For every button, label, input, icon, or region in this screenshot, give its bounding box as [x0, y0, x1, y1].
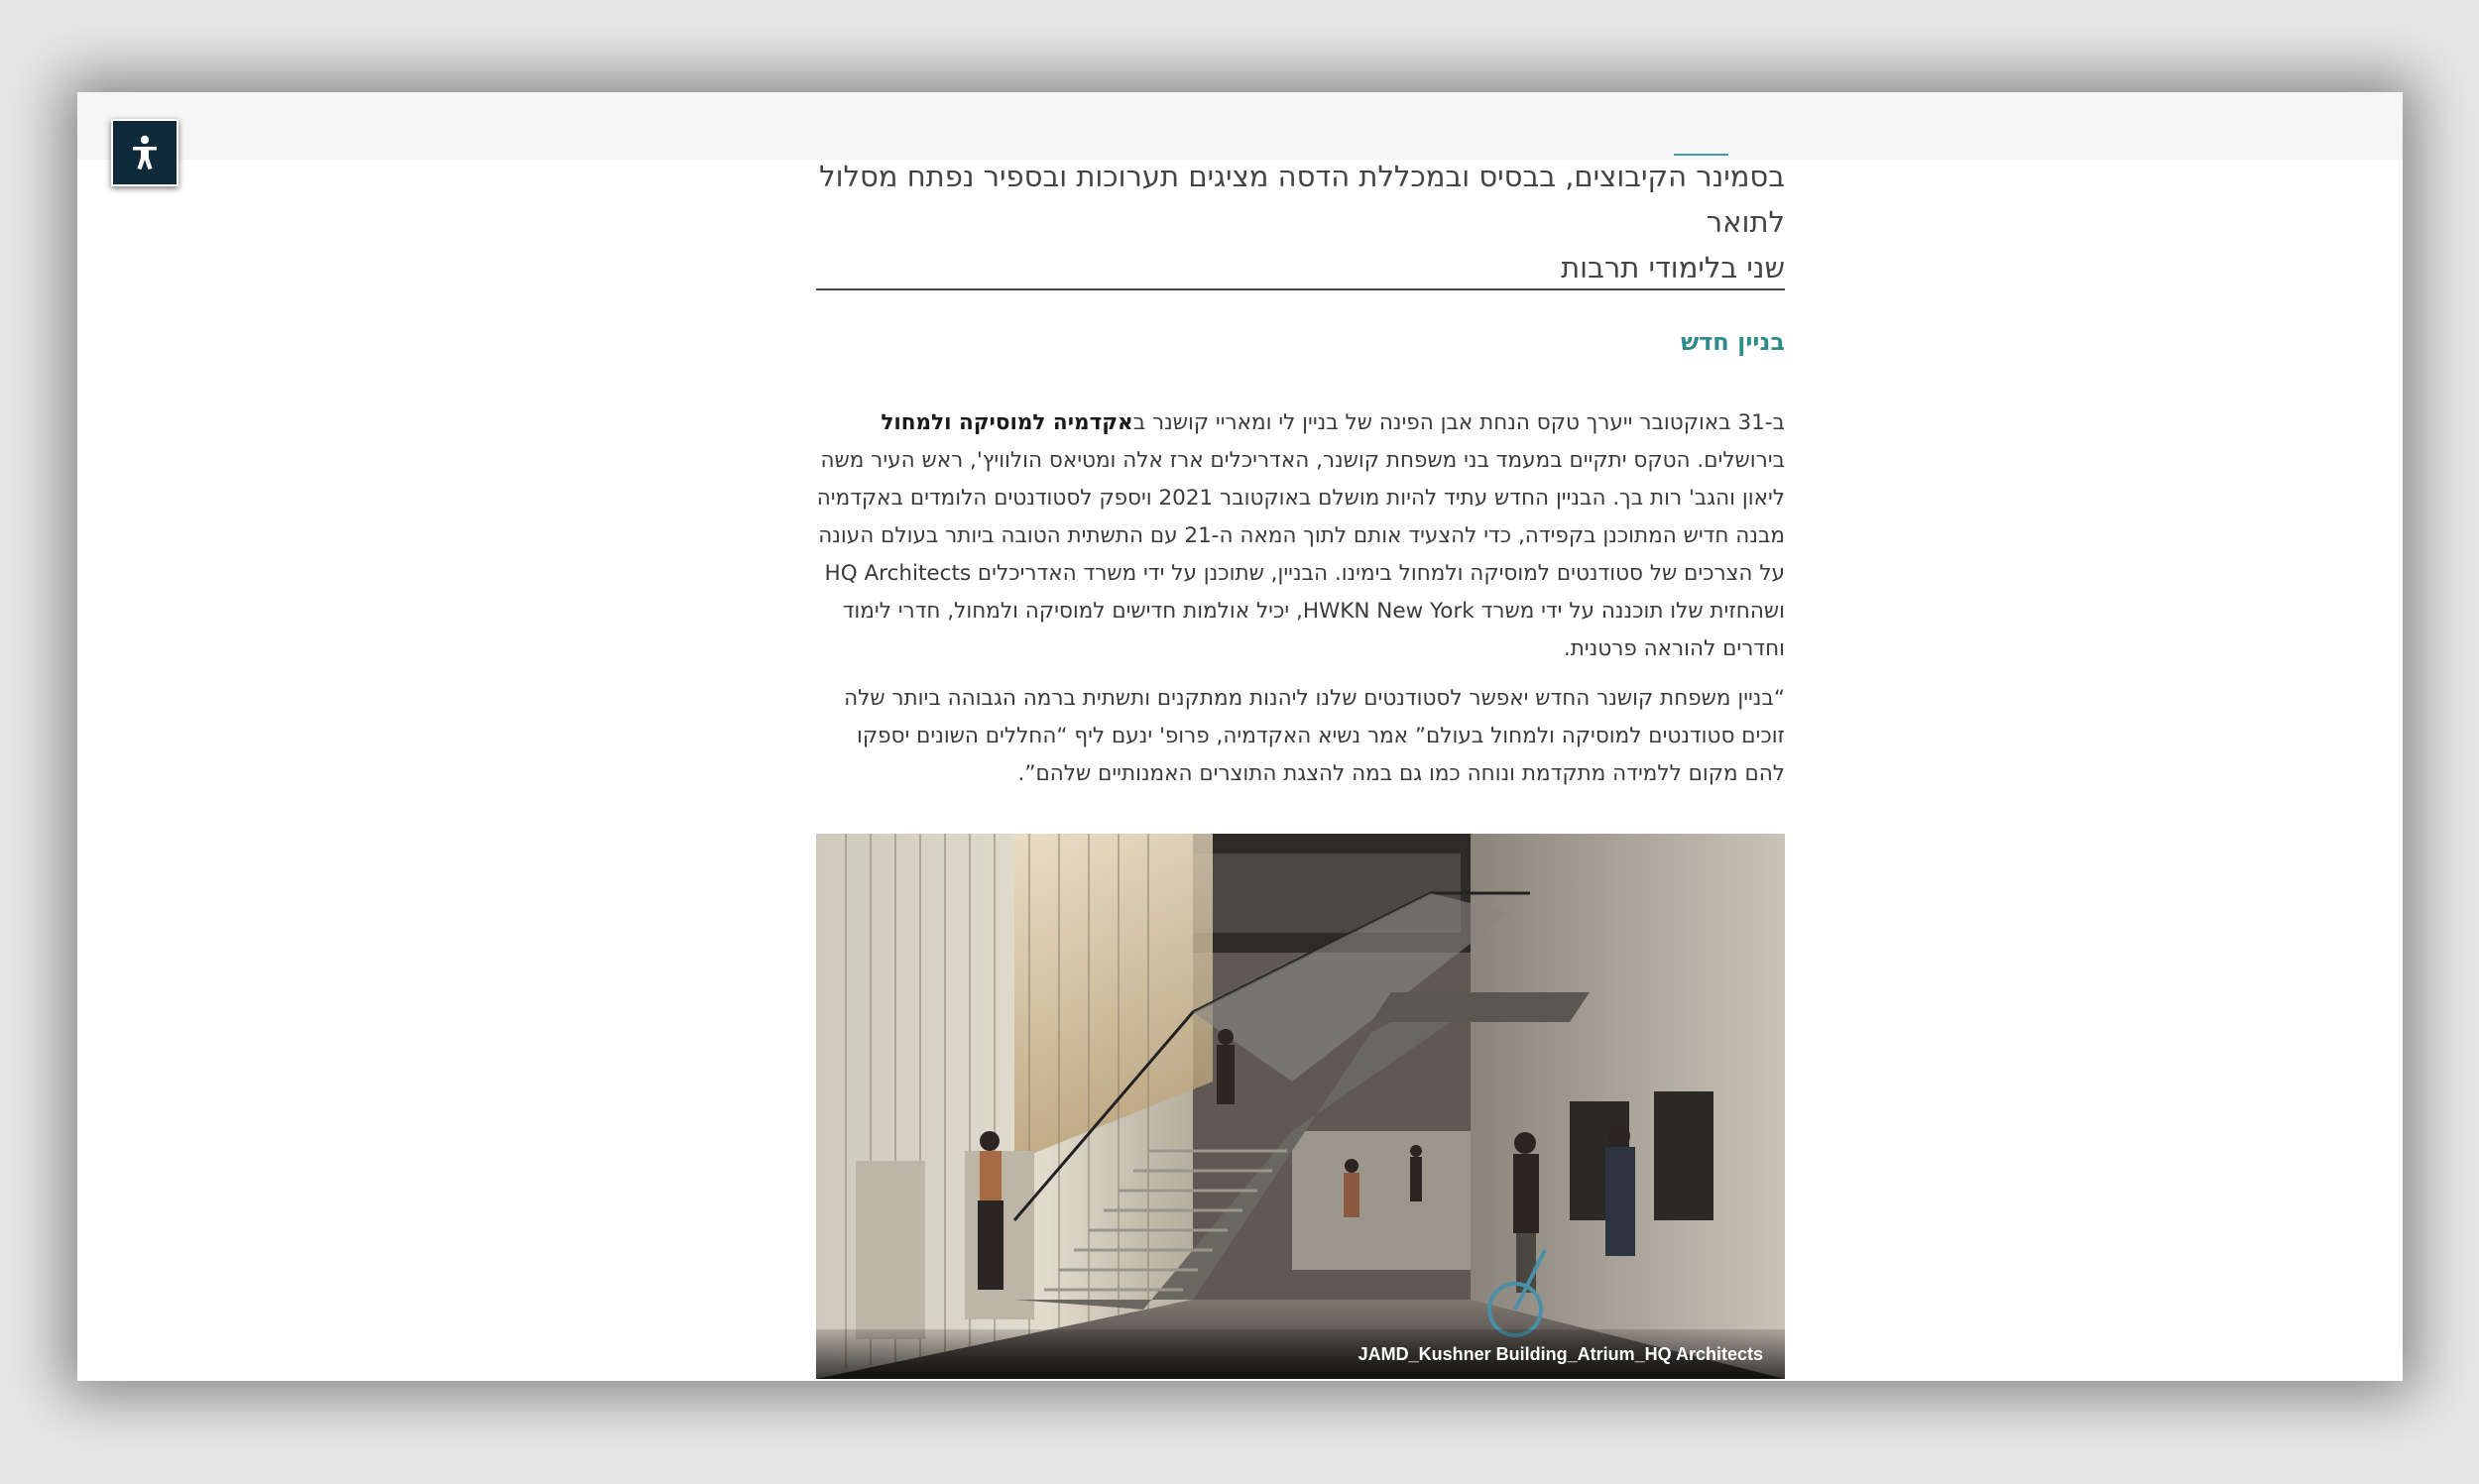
academy-name-bold: אקדמיה למוסיקה ולמחול [881, 410, 1133, 435]
article-paragraph-1 [816, 404, 1785, 668]
article-paragraph-2: “בניין משפחת קושנר החדש יאפשר לסטודנטים שלנו ליהנות ממתקנים ותשתית ברמה הגבוהה ביותר שלה זוכים סטודנטים למוסיקה ולמחול בעולם” אמר נשיא האקדמיה, פרופ' ינעם ליף “החללים השונים יספקו להם מקום ללמידה מתקדמת ונוחה כמו גם במה להצגת התוצרים האמנותיים שלהם”. [844, 686, 1785, 786]
intro-line-1: בסמינר הקיבוצים, בבסיס ובמכללת הדסה מציגים תערוכות ובספיר נפתח מסלול לתואר [819, 160, 1785, 239]
paragraph-1-rest: בירושלים. הטקס יתקיים במעמד בני משפחת קושנר, האדריכלים ארז אלה ומטיאס הולוויץ', ראש העיר משה ליאון והגב' רות בך. הבניין החדש עתיד להיות מושלם באוקטובר 2021 ויספק לסטודנטים הלומדים באקדמיה מבנה חדיש המתוכנן בקפידה, כדי להצעיד אותם לתוך המאה ה-21 עם התשתית הטובה ביותר בעולם העונה על הצרכים של סטודנטים למוסיקה ולמחול בימינו. הבניין, שתוכנן על ידי משרד האדריכלים HQ Architects ושהחזית שלו תוכננה על ידי משרד HWKN New York, יכיל אולמות חדישים למוסיקה ולמחול, חדרי לימוד וחדרים להוראה פרטנית. [816, 448, 1785, 661]
image-caption: JAMD_Kushner Building_Atrium_HQ Architects [816, 1329, 1785, 1379]
intro-line-2: שני בלימודי תרבות [1561, 251, 1785, 285]
accessibility-icon [128, 134, 162, 171]
accessibility-button[interactable] [111, 119, 178, 186]
article-intro [816, 154, 1785, 290]
section-divider [816, 288, 1785, 290]
section-title: בניין חדש [1680, 328, 1785, 356]
atrium-illustration [816, 834, 1785, 1379]
paragraph-1-start: ב-31 באוקטובר ייערך טקס הנחת אבן הפינה של בניין לי ומאריי קושנר ב [1132, 410, 1785, 435]
site-header-bar [77, 92, 2403, 160]
browser-viewport [77, 92, 2403, 1381]
atrium-rendering-image [816, 834, 1785, 1379]
